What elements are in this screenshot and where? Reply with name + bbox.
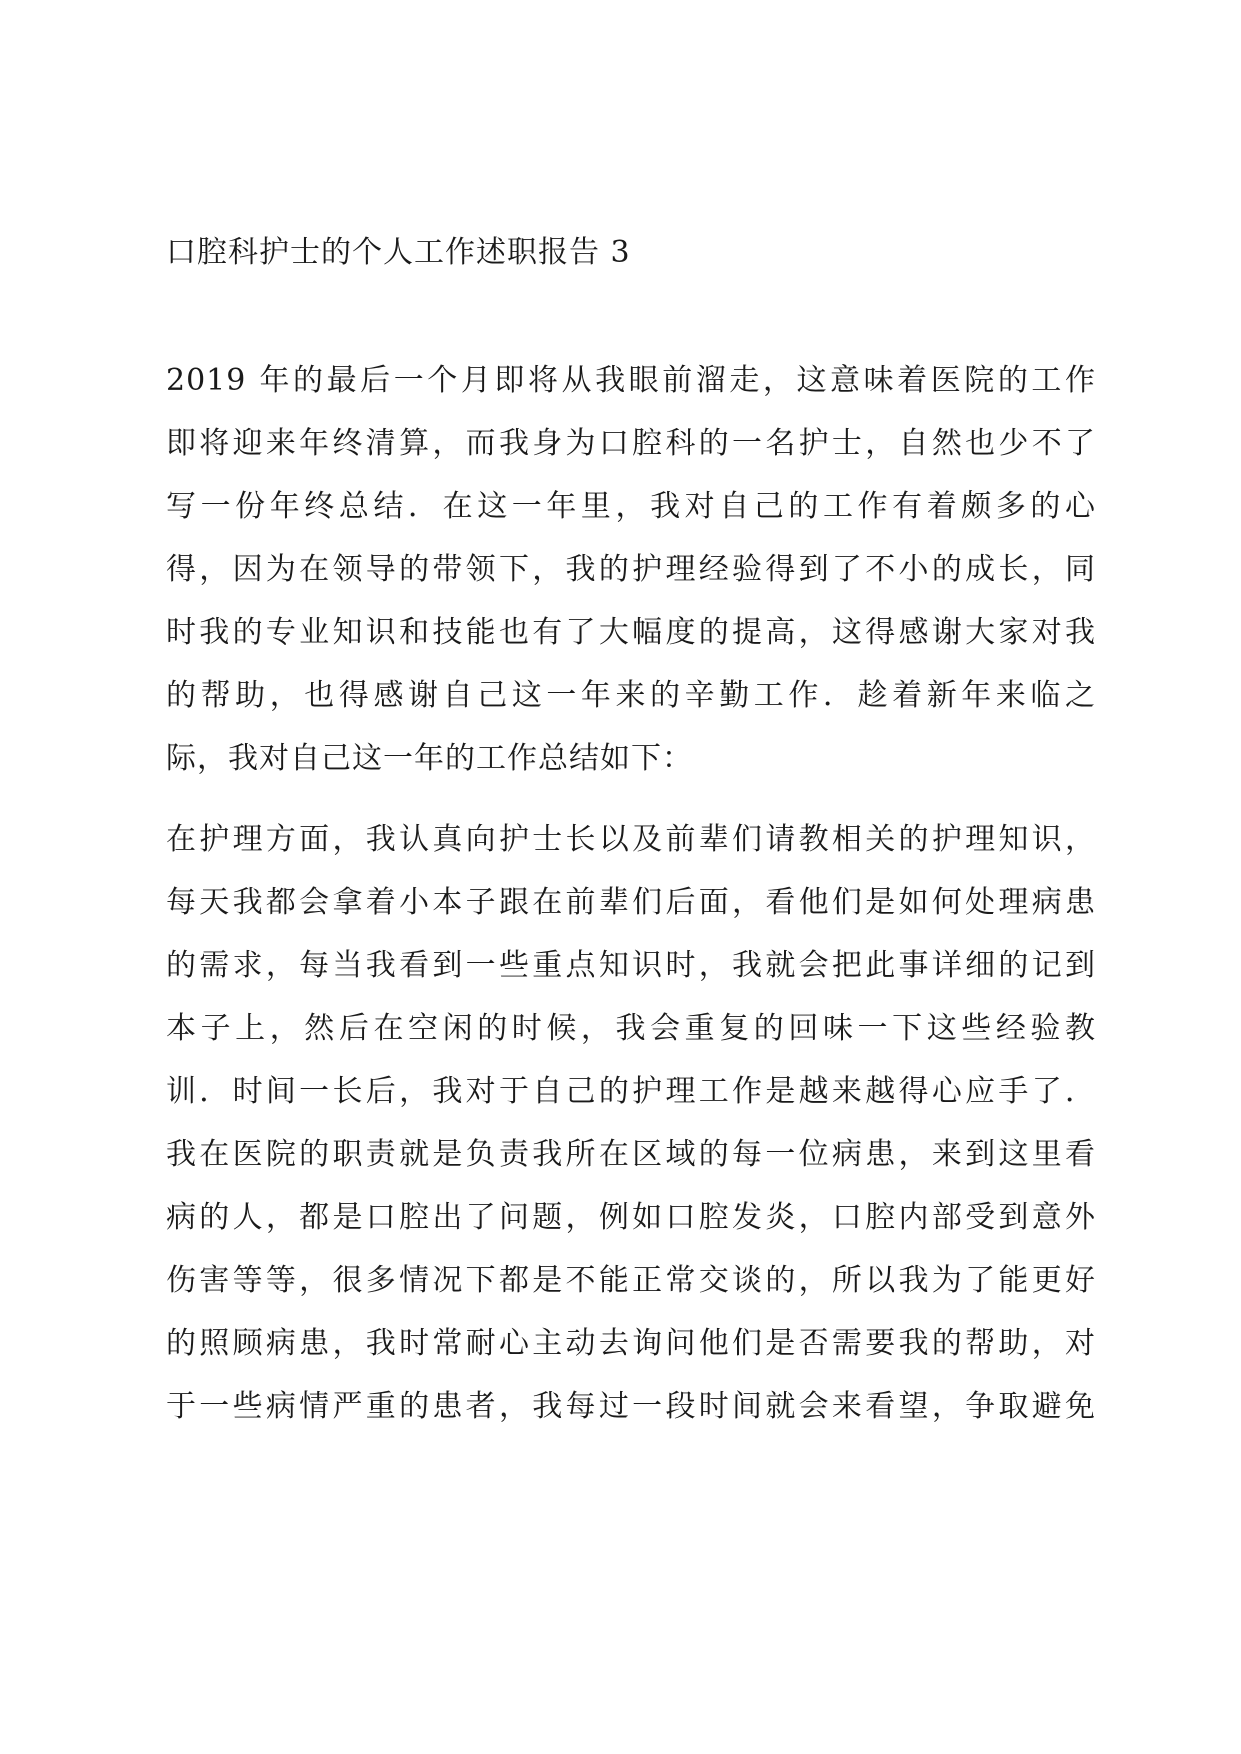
paragraph-2-line-2: 每天我都会拿着小本子跟在前辈们后面，看他们是如何处理病患 [166,885,1096,920]
paragraph-2-line-6: 我在医院的职责就是负责我所在区域的每一位病患，来到这里看 [166,1137,1096,1172]
paragraph-1 [166,349,1096,790]
paragraph-1-line-7: 际，我对自己这一年的工作总结如下： [166,741,693,776]
paragraph-1-line-3: 写一份年终总结．在这一年里，我对自己的工作有着颇多的心 [166,489,1096,524]
paragraph-2-line-9: 的照顾病患，我时常耐心主动去询问他们是否需要我的帮助，对 [166,1326,1096,1361]
paragraph-2 [166,808,1096,1438]
paragraph-2-line-3: 的需求，每当我看到一些重点知识时，我就会把此事详细的记到 [166,948,1096,983]
paragraph-2-line-10: 于一些病情严重的患者，我每过一段时间就会来看望，争取避免 [166,1389,1096,1424]
paragraph-2-line-5: 训．时间一长后，我对于自己的护理工作是越来越得心应手了． [166,1074,1096,1109]
document-title: 口腔科护士的个人工作述职报告 3 [166,235,631,270]
paragraph-1-line-5: 时我的专业知识和技能也有了大幅度的提高，这得感谢大家对我 [166,615,1096,650]
paragraph-2-line-4: 本子上，然后在空闲的时候，我会重复的回味一下这些经验教 [166,1011,1096,1046]
paragraph-1-line-2: 即将迎来年终清算，而我身为口腔科的一名护士，自然也少不了 [166,426,1096,461]
paragraph-1-line-1: 2019 年的最后一个月即将从我眼前溜走，这意味着医院的工作 [166,363,1096,398]
paragraph-1-line-6: 的帮助，也得感谢自己这一年来的辛勤工作．趁着新年来临之 [166,678,1096,713]
paragraph-2-line-1: 在护理方面，我认真向护士长以及前辈们请教相关的护理知识， [166,822,1096,857]
paragraph-2-line-7: 病的人，都是口腔出了问题，例如口腔发炎，口腔内部受到意外 [166,1200,1096,1235]
paragraph-2-line-8: 伤害等等，很多情况下都是不能正常交谈的，所以我为了能更好 [166,1263,1096,1298]
paragraph-1-line-4: 得，因为在领导的带领下，我的护理经验得到了不小的成长，同 [166,552,1096,587]
